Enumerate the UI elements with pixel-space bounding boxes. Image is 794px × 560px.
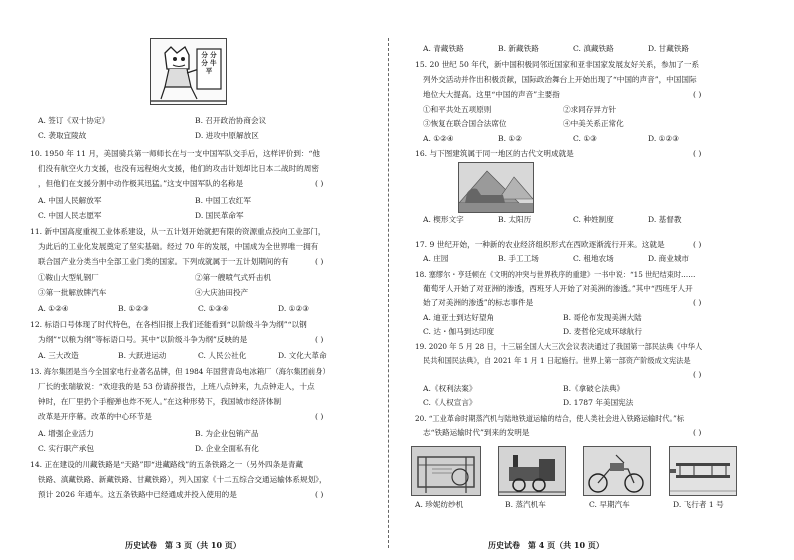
q13-option-a: A. 增强企业活力	[38, 429, 94, 438]
q16-option-c: C. 种姓制度	[573, 215, 614, 224]
q11-option-d: D. ①②③	[278, 304, 310, 313]
q17-stem: 17. 9 世纪开始，一种新的农业经济组织形式在西欧逐渐流行开来。这就是	[415, 240, 665, 249]
q9-option-a: A. 签订《双十协定》	[38, 116, 110, 125]
q13-stem-line-2: 厂长的张瑞敏说：“欢迎我的是 53 份请辞报告，上班八点钟来，九点钟走人，十点	[38, 382, 315, 391]
q13-stem-line-3: 钟时，在厂里扔个手榴弹也炸不死人。”在这种形势下，我国城市经济体制	[38, 397, 282, 406]
q13-answer-bracket: ( )	[315, 412, 324, 421]
q11-item-3: ③第一批解放牌汽车	[38, 288, 107, 297]
spinning-jenny-icon	[412, 447, 480, 495]
steam-locomotive-icon	[499, 447, 565, 495]
q16-stem: 16. 与下图建筑属于同一地区的古代文明成就是	[415, 149, 574, 158]
q11-item-2: ②第一艘喷气式歼击机	[195, 273, 271, 282]
q11-stem-line-3: 联合国产业分类当中全部工业门类的国家。下列成就属于一五计划期间的有	[38, 257, 289, 266]
q19-option-c: C.《人权宣言》	[423, 398, 477, 407]
q19-option-d: D. 1787 年美国宪法	[563, 398, 634, 407]
page-divider	[388, 38, 389, 548]
q13-option-c: C. 实行职产承包	[38, 444, 94, 453]
q11-item-1: ①鞍山大型轧钢厂	[38, 273, 99, 282]
q18-answer-bracket: ( )	[693, 298, 702, 307]
cartoon-illustration	[150, 38, 227, 105]
spinning-jenny-photo	[411, 446, 481, 496]
q15-option-a: A. ①②④	[423, 134, 454, 143]
q17-option-c: C. 租地农场	[573, 254, 614, 263]
q15-stem-line-2: 列外交活动并作出积极贡献，国际政治舞台上开始出现了“中国的声音”，中国国际	[423, 75, 697, 84]
q10-stem-line-2: 们没有航空火力支援，也没有远程炮火支援，他们的攻击计划却比日本二战时的周密	[38, 164, 319, 173]
q13-stem-line-1: 13. 海尔集团是当今全国家电行业著名品牌，但 1984 年国营青岛电冰箱厂（海尔集团前身）	[30, 367, 330, 376]
q17-answer-bracket: ( )	[693, 240, 702, 249]
q15-stem-line-1: 15. 20 世纪 50 年代，新中国积极同邻近国家和亚非国家发展友好关系，参加了一系	[415, 60, 700, 69]
sphinx-pyramid-photo	[458, 162, 534, 213]
q19-option-a: A.《权利法案》	[423, 384, 477, 393]
q14-option-b: B. 新藏铁路	[498, 44, 539, 53]
q15-stem-line-3: 地位大大提高。这里“中国的声音”主要指	[423, 90, 560, 99]
q11-item-4: ④大庆油田投产	[195, 288, 249, 297]
q12-stem-line-1: 12. 标语口号体现了时代特色，在各档旧报上我们还能看到“以阶级斗争为纲”“以钢	[30, 320, 307, 329]
q12-option-b: B. 大跃进运动	[118, 351, 167, 360]
cartoon-board-text: 分 分 分 牛 平	[201, 51, 217, 75]
left-page-footer: 历史试卷 第 3 页（共 10 页）	[125, 540, 241, 550]
q18-stem-line-3: 始了对美洲的渗透”的标志事件是	[423, 298, 534, 307]
q20-option-a: A. 珍妮纺纱机	[415, 500, 464, 509]
q16-option-b: B. 太阳历	[498, 215, 532, 224]
q14-stem-line-3: 预计 2026 年通车。这五条铁路中已经通成并投入使用的是	[38, 490, 237, 499]
q10-answer-bracket: ( )	[315, 179, 324, 188]
q13-stem-line-4: 改革是开序幕。改革的中心环节是	[38, 412, 152, 421]
q14-answer-bracket: ( )	[315, 490, 324, 499]
q11-stem-line-2: 为此后的工业化发展奠定了坚实基础。经过 70 年的发展，中国成为全世界唯一拥有	[38, 242, 319, 251]
q20-option-c: C. 早期汽车	[589, 500, 630, 509]
q17-option-b: B. 手工工场	[498, 254, 539, 263]
q18-option-d: D. 麦哲伦完成环球航行	[563, 327, 642, 336]
q20-option-d: D. 飞行者 1 号	[673, 500, 724, 509]
q15-item-3: ③恢复在联合国合法席位	[423, 119, 507, 128]
q19-stem-line-2: 民共和国民法典》，自 2021 年 1 月 1 日起施行。世界上第一部资产阶级成文宪法是	[423, 356, 691, 365]
q11-option-b: B. ①②③	[118, 304, 149, 313]
q15-option-c: C. ①③	[573, 134, 597, 143]
wright-flyer-icon	[670, 447, 736, 495]
q12-option-a: A. 三大改造	[38, 351, 79, 360]
q10-option-a: A. 中国人民解放军	[38, 196, 102, 205]
q10-option-b: B. 中国工农红军	[195, 196, 251, 205]
q9-option-c: C. 袭取宜陵故	[38, 131, 87, 140]
q14-stem-line-2: 铁路、滇藏铁路、新藏铁路、甘藏铁路），列入国家《十二五综合交通运输体系规划》，	[38, 475, 327, 484]
q13-option-d: D. 企业全面私有化	[195, 444, 259, 453]
q14-stem-line-1: 14. 正在建设的川藏铁路是“天路”即“进藏路线”的五条铁路之一（另外四条是青藏	[30, 460, 304, 469]
q9-option-d: D. 进攻中原解放区	[195, 131, 259, 140]
q18-option-c: C. 达・伽马到达印度	[423, 327, 495, 336]
q15-answer-bracket: ( )	[693, 90, 702, 99]
q14-option-d: D. 甘藏铁路	[648, 44, 690, 53]
q18-stem-line-1: 18. 塞缪尔・亨廷顿在《文明的冲突与世界秩序的重建》一书中说：“15 世纪结束时……	[415, 270, 696, 279]
q9-option-b: B. 召开政治协商会议	[195, 116, 267, 125]
q10-option-d: D. 国民革命军	[195, 211, 244, 220]
right-exam-page	[393, 0, 794, 560]
q14-option-a: A. 青藏铁路	[423, 44, 464, 53]
q20-stem-line-2: 志“铁路运输时代”到来的发明是	[423, 428, 530, 437]
q10-stem-line-3: ，但他们在支援分割中动作极其迅猛。”这支中国军队的名称是	[38, 179, 244, 188]
q18-option-b: B. 哥伦布发现美洲大陆	[563, 313, 642, 322]
q15-item-1: ①和平共处五项原则	[423, 105, 492, 114]
q14-option-c: C. 滇藏铁路	[573, 44, 614, 53]
q18-stem-line-2: 葡萄牙人开始了对亚洲的渗透，西班牙人开始了对美洲的渗透。”其中“西班牙人开	[423, 284, 693, 293]
q11-option-a: A. ①②④	[38, 304, 69, 313]
left-exam-page	[0, 0, 385, 560]
q12-stem-line-2: 为纲”“以粮为纲”等标语口号。其中“以阶级斗争为纲”反映的是	[38, 335, 248, 344]
early-automobile-photo	[583, 446, 651, 496]
early-automobile-icon	[584, 447, 650, 495]
q12-answer-bracket: ( )	[315, 335, 324, 344]
q19-option-b: B.《拿破仑法典》	[563, 384, 625, 393]
q12-option-d: D. 文化大革命	[278, 351, 327, 360]
q11-answer-bracket: ( )	[315, 257, 324, 266]
q20-stem-line-1: 20. “工业革命时期蒸汽机与陆地铁道运输的结合，使人类社会进入铁路运输时代。”标	[415, 414, 685, 423]
q11-option-c: C. ①③④	[198, 304, 229, 313]
q18-option-a: A. 迪亚士到达好望角	[423, 313, 495, 322]
q13-option-b: B. 为企业包销产品	[195, 429, 259, 438]
q17-option-d: D. 商业城市	[648, 254, 690, 263]
q16-option-d: D. 基督教	[648, 215, 682, 224]
q19-answer-bracket: ( )	[693, 370, 702, 379]
q10-option-c: C. 中国人民志愿军	[38, 211, 102, 220]
right-page-footer: 历史试卷 第 4 页（共 10 页）	[488, 540, 604, 550]
q10-stem-line-1: 10. 1950 年 11 月，美国骑兵第一师师长在与一支中国军队交手后，这样评价到：“他	[30, 149, 321, 158]
q20-answer-bracket: ( )	[693, 428, 702, 437]
q15-option-b: B. ①②	[498, 134, 523, 143]
q12-option-c: C. 人民公社化	[198, 351, 247, 360]
q16-option-a: A. 楔形文字	[423, 215, 464, 224]
q20-option-b: B. 蒸汽机车	[505, 500, 546, 509]
wright-flyer-photo	[669, 446, 737, 496]
q15-item-4: ④中美关系正常化	[563, 119, 624, 128]
q15-option-d: D. ①②③	[648, 134, 680, 143]
q15-item-2: ②求同存异方针	[563, 105, 617, 114]
q11-stem-line-1: 11. 新中国高度重视工业体系建设，从一五计划开始就把有限的资源重点投向工业部门，	[30, 227, 326, 236]
sphinx-pyramid-icon	[459, 163, 533, 212]
q17-option-a: A. 庄园	[423, 254, 449, 263]
steam-locomotive-photo	[498, 446, 566, 496]
q16-answer-bracket: ( )	[693, 149, 702, 158]
q19-stem-line-1: 19. 2020 年 5 月 28 日，十三届全国人大三次会议表决通过了我国第一部民法典《中华人	[415, 342, 703, 351]
